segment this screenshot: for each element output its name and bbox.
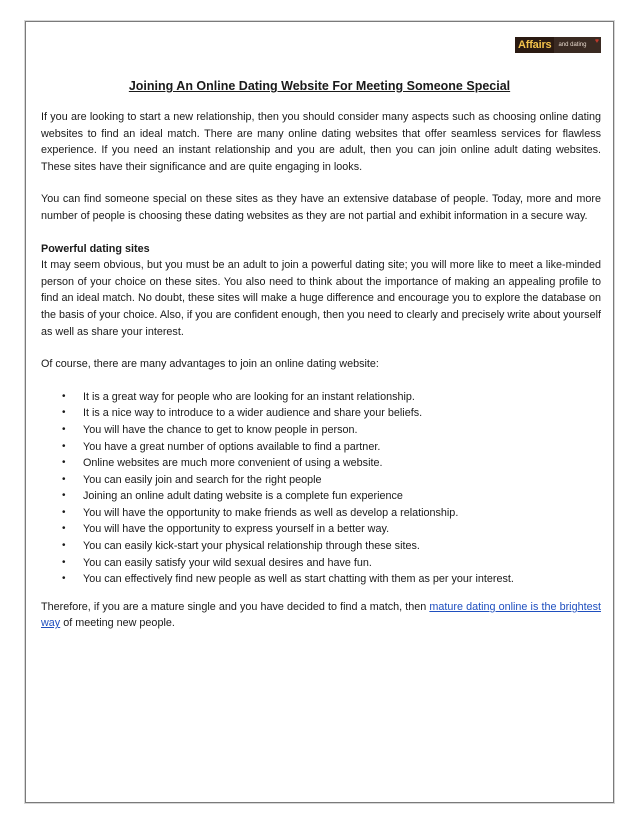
section-heading: Powerful dating sites bbox=[41, 242, 150, 255]
bullet-icon: • bbox=[62, 440, 66, 452]
bullet-icon: • bbox=[62, 523, 66, 535]
section-paragraph: It may seem obvious, but you must be an adult to join a powerful dating site; you will more like to meet a like-minded person of your choice on these sites. You also need to think about the importance of making an appealing profile to find an ideal match. No doubt, these sites will make a huge difference and encourage you to explore the database on the basis of your choice. Also, if you are confident enough, then you need to clearly and precisely write about yourself as well as share your interest. bbox=[41, 259, 601, 338]
database-paragraph: You can find someone special on these sites as they have an extensive database of people. Today, more and more number of people is choosing these dating websites as they are not partial and exhibit information in a secure way. bbox=[41, 193, 601, 222]
site-logo[interactable] bbox=[515, 37, 601, 53]
list-item bbox=[41, 538, 601, 555]
list-item bbox=[41, 571, 601, 588]
list-intro: Of course, there are many advantages to join an online dating website: bbox=[41, 358, 379, 371]
list-item bbox=[41, 521, 601, 538]
list-item bbox=[41, 389, 601, 406]
mature-dating-link[interactable]: mature dating online is the brightest way bbox=[41, 600, 601, 630]
document-title: Joining An Online Dating Website For Meeting Someone Special bbox=[128, 79, 511, 93]
document-body bbox=[41, 109, 601, 648]
list-item-text: You can effectively find new people as well as start chatting with them as per your interest. bbox=[83, 573, 514, 586]
powerful-dating-section bbox=[41, 241, 601, 341]
bullet-icon: • bbox=[62, 540, 66, 552]
closing-text-before: Therefore, if you are a mature single and you have decided to find a match, then bbox=[41, 600, 430, 613]
closing-paragraph bbox=[41, 599, 601, 632]
list-item bbox=[41, 455, 601, 472]
list-item-text: You will have the chance to get to know people in person. bbox=[83, 423, 358, 436]
list-item bbox=[41, 439, 601, 456]
intro-paragraph: If you are looking to start a new relationship, then you should consider many aspects such as choosing online dating websites to find an ideal match. There are many online dating websites that offer seamless services for flawless experience. If you need an instant relationship and you are adult, then you can join online adult dating websites. These sites have their significance and are quite engaging in looks. bbox=[41, 111, 601, 173]
list-item bbox=[41, 555, 601, 572]
bullet-icon: • bbox=[62, 556, 66, 568]
bullet-icon: • bbox=[62, 473, 66, 485]
list-item-text: You can easily satisfy your wild sexual desires and have fun. bbox=[83, 556, 372, 569]
list-item-text: Joining an online adult dating website is a complete fun experience bbox=[83, 490, 403, 503]
list-item-text: Online websites are much more convenient of using a website. bbox=[83, 457, 383, 470]
list-item-text: It is a nice way to introduce to a wider audience and share your beliefs. bbox=[83, 407, 423, 420]
advantages-list bbox=[41, 389, 601, 588]
list-item-text: You have a great number of options available to find a partner. bbox=[83, 440, 381, 453]
logo-mark: Affairs bbox=[515, 37, 554, 53]
list-item-text: You can easily kick-start your physical relationship through these sites. bbox=[83, 540, 420, 553]
list-item-text: You can easily join and search for the right people bbox=[83, 473, 322, 486]
bullet-icon: • bbox=[62, 490, 66, 502]
document-page bbox=[25, 21, 614, 803]
bullet-icon: • bbox=[62, 573, 66, 585]
list-item bbox=[41, 405, 601, 422]
list-item-text: You will have the opportunity to make friends as well as develop a relationship. bbox=[83, 506, 459, 519]
bullet-icon: • bbox=[62, 423, 66, 435]
heart-icon: ♥ bbox=[594, 38, 599, 45]
bullet-icon: • bbox=[62, 407, 66, 419]
list-item-text: It is a great way for people who are looking for an instant relationship. bbox=[83, 390, 415, 403]
bullet-icon: • bbox=[62, 457, 66, 469]
logo-subtitle bbox=[554, 37, 601, 53]
list-item bbox=[41, 488, 601, 505]
list-item bbox=[41, 422, 601, 439]
list-item-text: You will have the opportunity to express yourself in a better way. bbox=[83, 523, 390, 536]
list-item bbox=[41, 472, 601, 489]
bullet-icon: • bbox=[62, 506, 66, 518]
list-item bbox=[41, 505, 601, 522]
bullet-icon: • bbox=[62, 390, 66, 402]
logo-subtitle-text: and dating bbox=[558, 42, 587, 48]
closing-text-after: of meeting new people. bbox=[60, 617, 175, 630]
